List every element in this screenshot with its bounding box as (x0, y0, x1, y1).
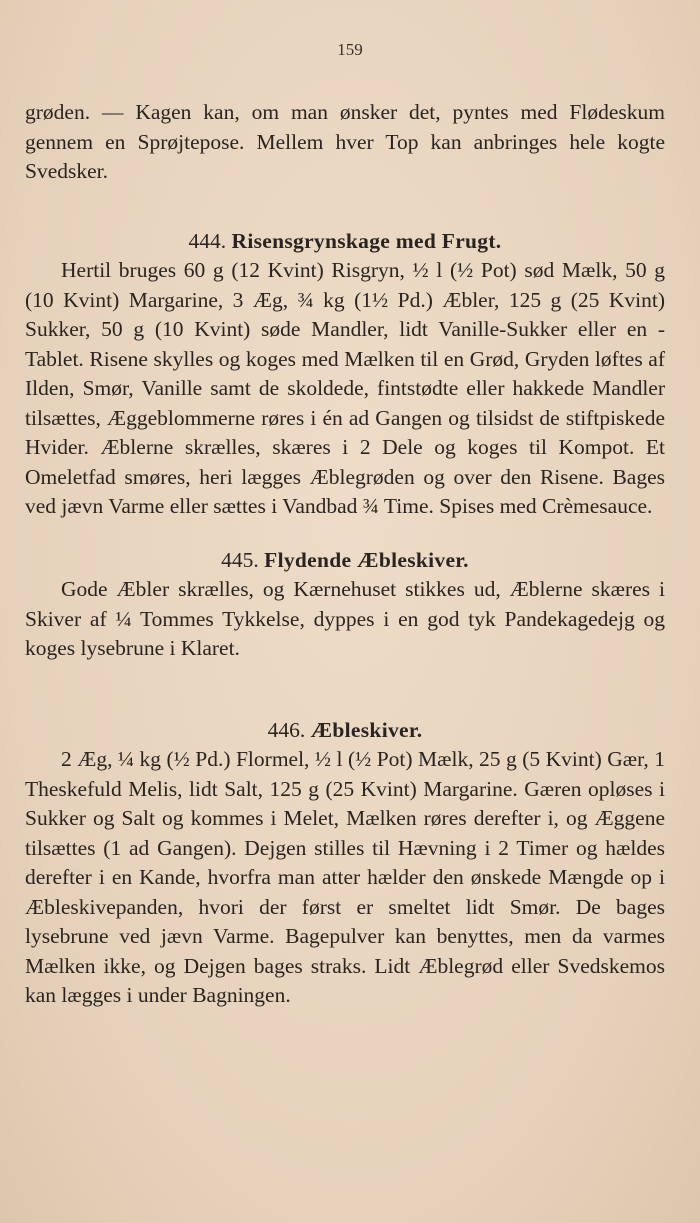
recipe-heading (25, 716, 665, 746)
recipe-title: Æbleskiver. (310, 717, 423, 742)
recipe-444 (25, 227, 665, 522)
recipe-446 (25, 716, 665, 1011)
page-number: 159 (337, 40, 363, 59)
recipe-heading (25, 227, 665, 257)
recipe-body: Gode Æbler skrælles, og Kærnehuset stikkes ud, Æblerne skæres i Skiver af ¼ Tommes Tykkelse, dyppes i en god tyk Pandekagedejg og koges lysebrune i Klaret. (25, 577, 665, 660)
recipe-number: 444. (188, 228, 227, 253)
recipe-number: 446. (267, 717, 306, 742)
recipe-body: 2 Æg, ¼ kg (½ Pd.) Flormel, ½ l (½ Pot) Mælk, 25 g (5 Kvint) Gær, 1 Theskefuld Melis, lidt Salt, 125 g (25 Kvint) Margarine. Gæren opløses i Sukker og Salt og kommes i Melet, Mælken røres derefter i, og Æggene tilsættes (1 ad Gangen). Dejgen stilles til Hævning i 2 Timer og hældes derefter i en Kande, hvorfra man atter hælder den ønskede Mængde op i Æbleskivepanden, hvori der først er smeltet lidt Smør. De bages lysebrune ved jævn Varme. Bagepulver kan benyttes, men da varmes Mælken ikke, og Dejgen bages straks. Lidt Æblegrød eller Svedskemos kan lægges i under Bagningen. (25, 747, 665, 1007)
intro-paragraph: grøden. — Kagen kan, om man ønsker det, pyntes med Flødeskum gennem en Sprøjtepose. Mellem hver Top kan anbringes hele kogte Svedsker. (25, 100, 665, 183)
recipe-heading (25, 546, 665, 576)
recipe-number: 445. (221, 547, 259, 572)
recipe-title: Flydende Æbleskiver. (264, 547, 469, 572)
page-content (25, 98, 665, 1011)
recipe-445 (25, 546, 665, 664)
recipe-title: Risensgrynskage med Frugt. (231, 228, 502, 253)
recipe-body: Hertil bruges 60 g (12 Kvint) Risgryn, ½ l (½ Pot) sød Mælk, 50 g (10 Kvint) Margarine, 3 Æg, ¾ kg (1½ Pd.) Æbler, 125 g (25 Kvint) Sukker, 50 g (10 Kvint) søde Mandler, lidt Vanille-Sukker eller en -Tablet. Risene skylles og koges med Mælken til en Grød, Gryden løftes af Ilden, Smør, Vanille samt de skoldede, fintstødte eller hakkede Mandler tilsættes, Æggeblommerne røres i én ad Gangen og tilsidst de stiftpiskede Hvider. Æblerne skrælles, skæres i 2 Dele og koges til Kompot. Et Omeletfad smøres, heri lægges Æblegrøden og over den Risene. Bages ved jævn Varme eller sættes i Vandbad ¾ Time. Spises med Crèmesauce. (25, 258, 665, 518)
